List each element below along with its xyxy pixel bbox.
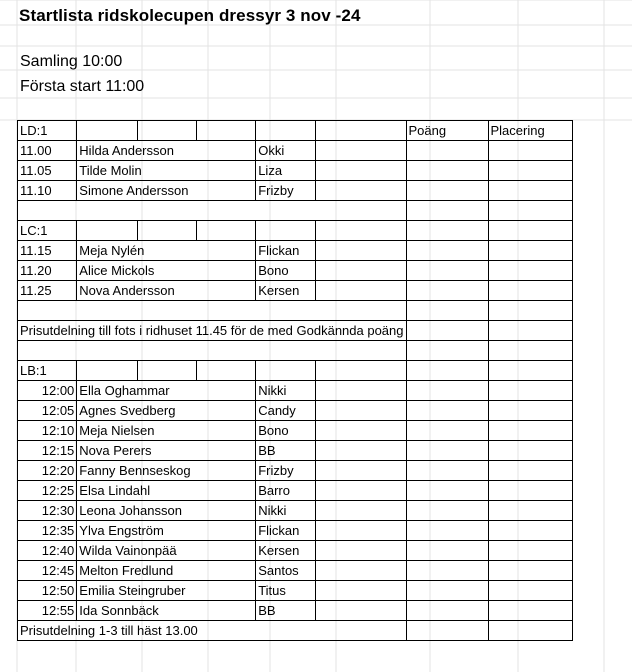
note-cell: Prisutdelning 1-3 till häst 13.00 xyxy=(18,621,407,641)
table-row xyxy=(18,581,573,601)
start-time-cell: 12:20 xyxy=(18,461,77,481)
cell xyxy=(315,561,406,581)
cell xyxy=(18,341,407,361)
score-cell xyxy=(406,161,488,181)
score-cell xyxy=(406,381,488,401)
score-cell xyxy=(406,341,488,361)
page-title: Startlista ridskolecupen dressyr 3 nov -24 xyxy=(19,6,361,25)
placement-cell xyxy=(488,261,572,281)
rider-name-cell: Ylva Engström xyxy=(77,521,256,541)
start-time-cell: 12:30 xyxy=(18,501,77,521)
rider-name-cell: Hilda Andersson xyxy=(77,141,256,161)
cell xyxy=(315,241,406,261)
placement-cell xyxy=(488,461,572,481)
horse-name-cell: Liza xyxy=(256,161,315,181)
rider-name-cell: Alice Mickols xyxy=(77,261,256,281)
horse-name-cell: Nikki xyxy=(256,501,315,521)
start-time-cell: 11.10 xyxy=(18,181,77,201)
first-start-time: Första start 11:00 xyxy=(20,78,145,95)
cell xyxy=(315,521,406,541)
placement-cell xyxy=(488,301,572,321)
score-cell xyxy=(406,621,488,641)
cell xyxy=(315,161,406,181)
cell xyxy=(315,281,406,301)
placement-cell xyxy=(488,421,572,441)
table-row xyxy=(18,601,573,621)
cell xyxy=(137,121,196,141)
start-time-cell: 12:25 xyxy=(18,481,77,501)
table-row xyxy=(18,121,573,141)
table-row xyxy=(18,181,573,201)
start-list-table xyxy=(17,120,573,641)
horse-name-cell: Frizby xyxy=(256,461,315,481)
score-cell xyxy=(406,421,488,441)
cell xyxy=(315,421,406,441)
rider-name-cell: Meja Nylén xyxy=(77,241,256,261)
start-time-cell: 11.05 xyxy=(18,161,77,181)
cell xyxy=(137,361,196,381)
table-row xyxy=(18,401,573,421)
horse-name-cell: Nikki xyxy=(256,381,315,401)
table-row xyxy=(18,261,573,281)
score-cell xyxy=(406,601,488,621)
cell xyxy=(315,501,406,521)
table-row xyxy=(18,241,573,261)
horse-name-cell: BB xyxy=(256,441,315,461)
horse-name-cell: Flickan xyxy=(256,241,315,261)
horse-name-cell: Barro xyxy=(256,481,315,501)
start-time-cell: 12:40 xyxy=(18,541,77,561)
horse-name-cell: Okki xyxy=(256,141,315,161)
placement-cell xyxy=(488,501,572,521)
table-row xyxy=(18,481,573,501)
horse-name-cell: Kersen xyxy=(256,541,315,561)
cell xyxy=(488,221,572,241)
rider-name-cell: Fanny Bennseskog xyxy=(77,461,256,481)
cell xyxy=(488,361,572,381)
rider-name-cell: Simone Andersson xyxy=(77,181,256,201)
cell xyxy=(315,441,406,461)
start-time-cell: 12:15 xyxy=(18,441,77,461)
table-row xyxy=(18,541,573,561)
rider-name-cell: Meja Nielsen xyxy=(77,421,256,441)
table-row xyxy=(18,521,573,541)
cell xyxy=(196,121,255,141)
score-cell xyxy=(406,281,488,301)
placement-cell xyxy=(488,321,572,341)
start-time-cell: 12:50 xyxy=(18,581,77,601)
cell xyxy=(406,221,488,241)
rider-name-cell: Melton Fredlund xyxy=(77,561,256,581)
score-cell xyxy=(406,561,488,581)
placement-cell xyxy=(488,281,572,301)
horse-name-cell: BB xyxy=(256,601,315,621)
score-cell xyxy=(406,321,488,341)
cell xyxy=(315,401,406,421)
score-cell xyxy=(406,461,488,481)
placement-cell xyxy=(488,241,572,261)
table-row xyxy=(18,561,573,581)
start-time-cell: 12:55 xyxy=(18,601,77,621)
score-cell xyxy=(406,181,488,201)
table-row xyxy=(18,441,573,461)
horse-name-cell: Flickan xyxy=(256,521,315,541)
column-header-cell: Placering xyxy=(488,121,572,141)
class-label-cell: LD:1 xyxy=(18,121,77,141)
placement-cell xyxy=(488,621,572,641)
table-row xyxy=(18,201,573,221)
score-cell xyxy=(406,581,488,601)
placement-cell xyxy=(488,381,572,401)
start-time-cell: 12:00 xyxy=(18,381,77,401)
cell xyxy=(315,601,406,621)
start-time-cell: 11.25 xyxy=(18,281,77,301)
score-cell xyxy=(406,501,488,521)
score-cell xyxy=(406,241,488,261)
cell xyxy=(315,221,406,241)
cell xyxy=(137,221,196,241)
table-row xyxy=(18,501,573,521)
start-time-cell: 12:10 xyxy=(18,421,77,441)
score-cell xyxy=(406,201,488,221)
cell xyxy=(315,481,406,501)
rider-name-cell: Emilia Steingruber xyxy=(77,581,256,601)
table-row xyxy=(18,421,573,441)
start-time-cell: 11.15 xyxy=(18,241,77,261)
placement-cell xyxy=(488,581,572,601)
horse-name-cell: Titus xyxy=(256,581,315,601)
class-label-cell: LB:1 xyxy=(18,361,77,381)
start-time-cell: 12:45 xyxy=(18,561,77,581)
rider-name-cell: Agnes Svedberg xyxy=(77,401,256,421)
horse-name-cell: Bono xyxy=(256,261,315,281)
table-row xyxy=(18,621,573,641)
score-cell xyxy=(406,261,488,281)
horse-name-cell: Kersen xyxy=(256,281,315,301)
start-time-cell: 12:35 xyxy=(18,521,77,541)
score-cell xyxy=(406,441,488,461)
cell xyxy=(315,541,406,561)
table-row xyxy=(18,381,573,401)
class-label-cell: LC:1 xyxy=(18,221,77,241)
gathering-time: Samling 10:00 xyxy=(20,53,123,70)
cell xyxy=(256,361,315,381)
rider-name-cell: Nova Andersson xyxy=(77,281,256,301)
rider-name-cell: Tilde Molin xyxy=(77,161,256,181)
cell xyxy=(77,121,137,141)
placement-cell xyxy=(488,201,572,221)
placement-cell xyxy=(488,541,572,561)
note-cell: Prisutdelning till fots i ridhuset 11.45 för de med Godkännda poäng xyxy=(18,321,407,341)
cell xyxy=(315,581,406,601)
start-time-cell: 12:05 xyxy=(18,401,77,421)
placement-cell xyxy=(488,521,572,541)
horse-name-cell: Candy xyxy=(256,401,315,421)
rider-name-cell: Elsa Lindahl xyxy=(77,481,256,501)
horse-name-cell: Santos xyxy=(256,561,315,581)
cell xyxy=(77,361,137,381)
table-row xyxy=(18,321,573,341)
table-row xyxy=(18,461,573,481)
horse-name-cell: Frizby xyxy=(256,181,315,201)
rider-name-cell: Nova Perers xyxy=(77,441,256,461)
cell xyxy=(256,121,315,141)
table-row xyxy=(18,301,573,321)
cell xyxy=(315,361,406,381)
table-row xyxy=(18,361,573,381)
table-row xyxy=(18,221,573,241)
cell xyxy=(18,301,407,321)
placement-cell xyxy=(488,481,572,501)
placement-cell xyxy=(488,601,572,621)
column-header-cell: Poäng xyxy=(406,121,488,141)
rider-name-cell: Leona Johansson xyxy=(77,501,256,521)
placement-cell xyxy=(488,441,572,461)
rider-name-cell: Ida Sonnbäck xyxy=(77,601,256,621)
placement-cell xyxy=(488,561,572,581)
cell xyxy=(315,121,406,141)
score-cell xyxy=(406,141,488,161)
cell xyxy=(77,221,137,241)
cell xyxy=(315,461,406,481)
placement-cell xyxy=(488,341,572,361)
score-cell xyxy=(406,521,488,541)
start-time-cell: 11.00 xyxy=(18,141,77,161)
cell xyxy=(406,361,488,381)
rider-name-cell: Ella Oghammar xyxy=(77,381,256,401)
cell xyxy=(315,381,406,401)
cell xyxy=(18,201,407,221)
placement-cell xyxy=(488,141,572,161)
start-time-cell: 11.20 xyxy=(18,261,77,281)
score-cell xyxy=(406,301,488,321)
score-cell xyxy=(406,541,488,561)
table-row xyxy=(18,341,573,361)
placement-cell xyxy=(488,181,572,201)
placement-cell xyxy=(488,401,572,421)
cell xyxy=(196,361,255,381)
table-row xyxy=(18,281,573,301)
table-row xyxy=(18,161,573,181)
cell xyxy=(315,261,406,281)
score-cell xyxy=(406,401,488,421)
placement-cell xyxy=(488,161,572,181)
score-cell xyxy=(406,481,488,501)
horse-name-cell: Bono xyxy=(256,421,315,441)
cell xyxy=(256,221,315,241)
cell xyxy=(315,181,406,201)
cell xyxy=(196,221,255,241)
cell xyxy=(315,141,406,161)
table-row xyxy=(18,141,573,161)
rider-name-cell: Wilda Vainonpää xyxy=(77,541,256,561)
